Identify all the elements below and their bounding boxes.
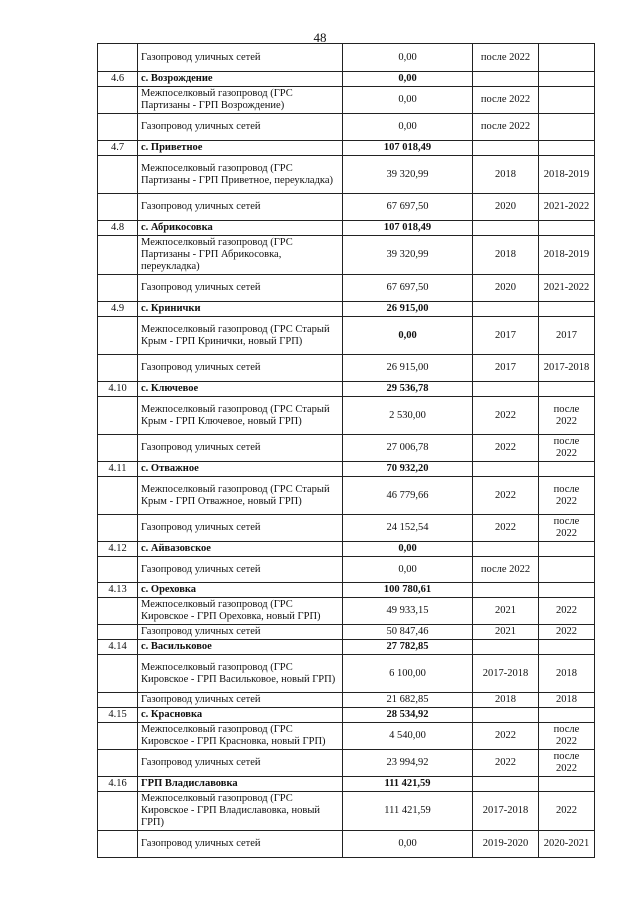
table-row [98,723,595,750]
row-number: 4.12 [98,542,138,557]
object-name: Межпоселковый газопровод (ГРС Партизаны - ГРП Возрождение) [138,87,343,114]
end-period [539,542,595,557]
end-period: после 2022 [539,477,595,515]
row-number [98,275,138,302]
end-period: 2022 [539,792,595,831]
end-period: 2022 [539,625,595,640]
end-period [539,777,595,792]
cost-value: 23 994,92 [343,750,473,777]
settlement-row [98,141,595,156]
object-name: с. Приветное [138,141,343,156]
object-name: Межпоселковый газопровод (ГРС Партизаны - ГРП Приветное, переукладка) [138,156,343,194]
object-name: Газопровод уличных сетей [138,515,343,542]
object-name: Межпоселковый газопровод (ГРС Кировское - ГРП Владиславовка, новый ГРП) [138,792,343,831]
settlement-row [98,583,595,598]
object-name: Межпоселковый газопровод (ГРС Партизаны - ГРП Абрикосовка, переукладка) [138,236,343,275]
row-number [98,625,138,640]
object-name: Газопровод уличных сетей [138,114,343,141]
start-period: после 2022 [473,44,539,72]
table-row [98,750,595,777]
cost-value: 0,00 [343,114,473,141]
object-name: с. Кринички [138,302,343,317]
end-period: 2018 [539,693,595,708]
object-name: Газопровод уличных сетей [138,275,343,302]
start-period [473,221,539,236]
table-row [98,693,595,708]
end-period: 2018-2019 [539,156,595,194]
start-period [473,72,539,87]
table-row [98,515,595,542]
cost-value: 39 320,99 [343,156,473,194]
cost-value: 4 540,00 [343,723,473,750]
object-name: с. Красновка [138,708,343,723]
cost-value: 70 932,20 [343,462,473,477]
start-period: 2022 [473,477,539,515]
object-name: Газопровод уличных сетей [138,693,343,708]
start-period: 2022 [473,723,539,750]
end-period: 2021-2022 [539,194,595,221]
end-period: 2017-2018 [539,355,595,382]
row-number: 4.6 [98,72,138,87]
object-name: Межпоселковый газопровод (ГРС Старый Крым - ГРП Отважное, новый ГРП) [138,477,343,515]
cost-value: 46 779,66 [343,477,473,515]
start-period: 2022 [473,750,539,777]
object-name: Газопровод уличных сетей [138,435,343,462]
settlement-row [98,382,595,397]
start-period: 2019-2020 [473,831,539,858]
end-period [539,557,595,583]
end-period: 2017 [539,317,595,355]
settlement-row [98,302,595,317]
cost-value: 100 780,61 [343,583,473,598]
settlement-row [98,542,595,557]
table-row [98,435,595,462]
settlement-row [98,777,595,792]
cost-value: 39 320,99 [343,236,473,275]
cost-value: 0,00 [343,44,473,72]
row-number [98,317,138,355]
end-period [539,640,595,655]
row-number [98,87,138,114]
table-row [98,792,595,831]
row-number [98,723,138,750]
object-name: Межпоселковый газопровод (ГРС Кировское - ГРП Ореховка, новый ГРП) [138,598,343,625]
object-name: Газопровод уличных сетей [138,625,343,640]
start-period: 2020 [473,275,539,302]
row-number [98,515,138,542]
table-row [98,44,595,72]
end-period [539,114,595,141]
cost-value: 111 421,59 [343,777,473,792]
object-name: Газопровод уличных сетей [138,355,343,382]
table-row [98,477,595,515]
cost-value: 0,00 [343,87,473,114]
cost-value: 111 421,59 [343,792,473,831]
row-number [98,792,138,831]
cost-value: 0,00 [343,72,473,87]
table-row [98,397,595,435]
settlement-row [98,640,595,655]
object-name: с. Абрикосовка [138,221,343,236]
cost-value: 67 697,50 [343,275,473,302]
cost-value: 2 530,00 [343,397,473,435]
cost-value: 26 915,00 [343,355,473,382]
object-name: с. Айвазовское [138,542,343,557]
row-number [98,750,138,777]
row-number [98,477,138,515]
end-period [539,72,595,87]
cost-value: 29 536,78 [343,382,473,397]
cost-value: 27 782,85 [343,640,473,655]
start-period [473,302,539,317]
row-number [98,557,138,583]
start-period: после 2022 [473,114,539,141]
end-period: 2018 [539,655,595,693]
table-row [98,194,595,221]
object-name: Газопровод уличных сетей [138,44,343,72]
row-number: 4.13 [98,583,138,598]
end-period: после 2022 [539,723,595,750]
row-number [98,655,138,693]
end-period: 2020-2021 [539,831,595,858]
row-number: 4.14 [98,640,138,655]
object-name: Газопровод уличных сетей [138,831,343,858]
end-period [539,141,595,156]
end-period [539,708,595,723]
row-number [98,693,138,708]
row-number: 4.9 [98,302,138,317]
start-period: 2022 [473,435,539,462]
end-period [539,462,595,477]
cost-value: 28 534,92 [343,708,473,723]
end-period [539,382,595,397]
table-body [98,44,595,858]
end-period [539,87,595,114]
object-name: с. Отважное [138,462,343,477]
table-row [98,355,595,382]
cost-value: 0,00 [343,317,473,355]
start-period [473,777,539,792]
object-name: с. Васильковое [138,640,343,655]
row-number: 4.7 [98,141,138,156]
cost-value: 0,00 [343,542,473,557]
row-number [98,355,138,382]
row-number [98,236,138,275]
table-row [98,156,595,194]
start-period [473,382,539,397]
end-period [539,302,595,317]
start-period: 2017-2018 [473,655,539,693]
table-row [98,557,595,583]
settlement-row [98,708,595,723]
start-period: 2017 [473,355,539,382]
row-number [98,194,138,221]
start-period: после 2022 [473,87,539,114]
start-period [473,583,539,598]
start-period: 2021 [473,598,539,625]
object-name: Межпоселковый газопровод (ГРС Кировское - ГРП Красновка, новый ГРП) [138,723,343,750]
end-period: после 2022 [539,515,595,542]
cost-value: 67 697,50 [343,194,473,221]
object-name: Межпоселковый газопровод (ГРС Старый Крым - ГРП Кринички, новый ГРП) [138,317,343,355]
table-row [98,831,595,858]
settlement-row [98,462,595,477]
table-row [98,317,595,355]
cost-value: 50 847,46 [343,625,473,640]
start-period [473,708,539,723]
start-period: 2017-2018 [473,792,539,831]
settlement-row [98,72,595,87]
end-period: 2021-2022 [539,275,595,302]
cost-value: 107 018,49 [343,141,473,156]
start-period: 2018 [473,156,539,194]
start-period: 2022 [473,515,539,542]
cost-value: 6 100,00 [343,655,473,693]
settlement-row [98,221,595,236]
row-number [98,44,138,72]
table-row [98,625,595,640]
row-number: 4.10 [98,382,138,397]
end-period: 2022 [539,598,595,625]
cost-value: 27 006,78 [343,435,473,462]
object-name: Межпоселковый газопровод (ГРС Старый Крым - ГРП Ключевое, новый ГРП) [138,397,343,435]
object-name: ГРП Владиславовка [138,777,343,792]
start-period: после 2022 [473,557,539,583]
end-period [539,44,595,72]
cost-value: 24 152,54 [343,515,473,542]
row-number: 4.15 [98,708,138,723]
start-period [473,640,539,655]
row-number [98,114,138,141]
object-name: Газопровод уличных сетей [138,194,343,221]
cost-value: 49 933,15 [343,598,473,625]
row-number: 4.11 [98,462,138,477]
start-period [473,542,539,557]
end-period: 2018-2019 [539,236,595,275]
row-number [98,156,138,194]
cost-value: 107 018,49 [343,221,473,236]
end-period [539,221,595,236]
row-number [98,397,138,435]
start-period: 2022 [473,397,539,435]
row-number [98,831,138,858]
cost-value: 0,00 [343,557,473,583]
start-period [473,141,539,156]
object-name: Газопровод уличных сетей [138,557,343,583]
start-period: 2018 [473,236,539,275]
object-name: Газопровод уличных сетей [138,750,343,777]
start-period [473,462,539,477]
object-name: Межпоселковый газопровод (ГРС Кировское - ГРП Васильковое, новый ГРП) [138,655,343,693]
end-period: после 2022 [539,750,595,777]
row-number: 4.8 [98,221,138,236]
row-number: 4.16 [98,777,138,792]
start-period: 2021 [473,625,539,640]
object-name: с. Ключевое [138,382,343,397]
cost-value: 21 682,85 [343,693,473,708]
start-period: 2020 [473,194,539,221]
object-name: с. Ореховка [138,583,343,598]
row-number [98,435,138,462]
row-number [98,598,138,625]
start-period: 2018 [473,693,539,708]
table-row [98,655,595,693]
start-period: 2017 [473,317,539,355]
table-row [98,275,595,302]
table-row [98,87,595,114]
table-row [98,598,595,625]
page-number: 48 [313,30,327,45]
cost-value: 0,00 [343,831,473,858]
table-row [98,114,595,141]
construction-schedule-table [97,43,595,858]
end-period [539,583,595,598]
object-name: с. Возрождение [138,72,343,87]
cost-value: 26 915,00 [343,302,473,317]
table-row [98,236,595,275]
end-period: после 2022 [539,397,595,435]
end-period: после 2022 [539,435,595,462]
